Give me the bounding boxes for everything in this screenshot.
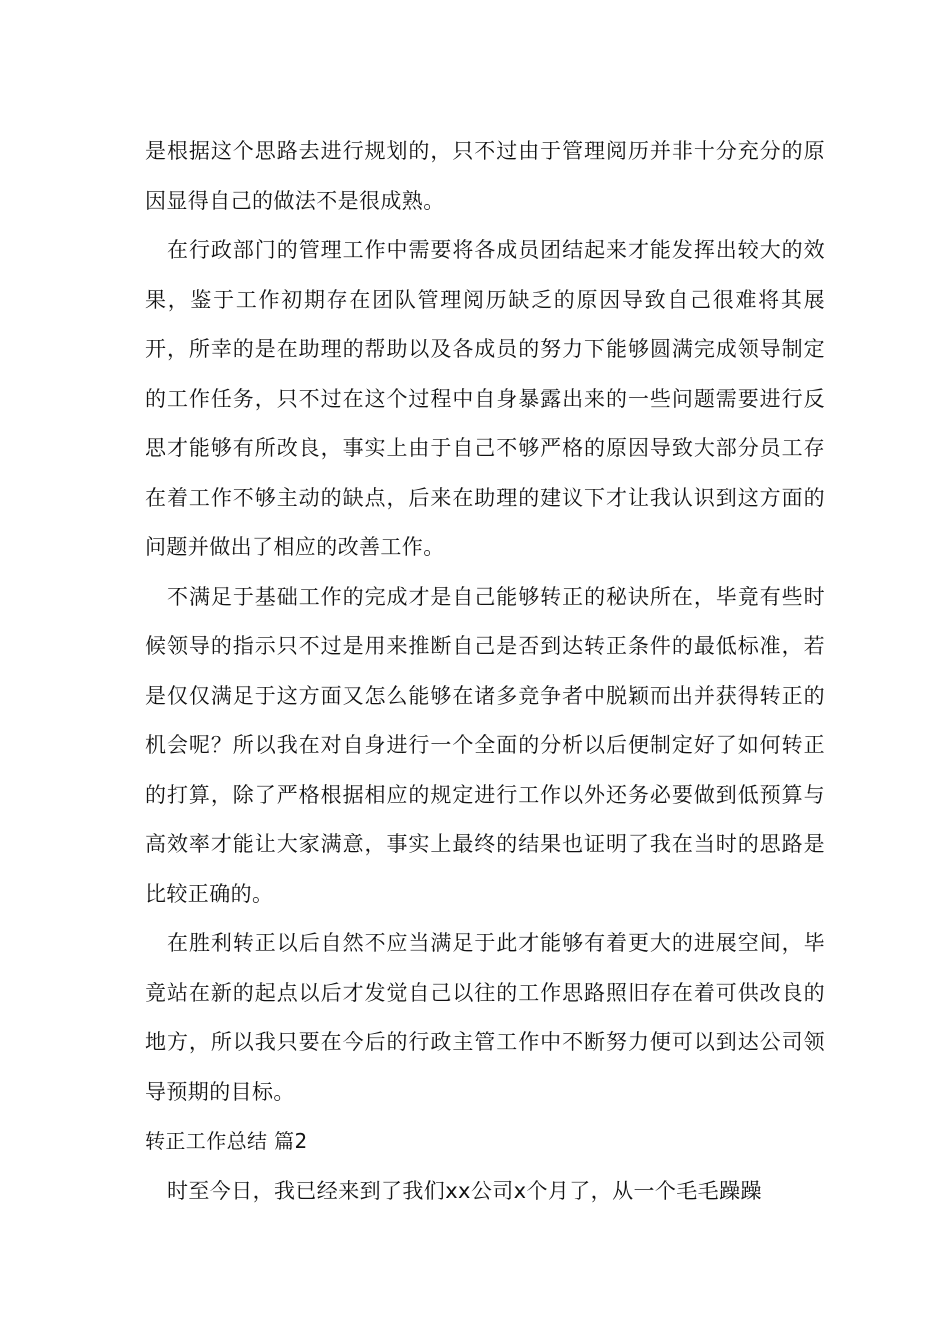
paragraph-5: 时至今日，我已经来到了我们xx公司x个月了，从一个毛毛躁躁 [167, 1178, 762, 1203]
paragraph-2: 在行政部门的管理工作中需要将各成员团结起来才能发挥出较大的效果，鉴于工作初期存在团队管理阅历缺乏的原因导致自己很难将其展开，所幸的是在助理的帮助以及各成员的努力下能够圆满完成领导制定的工作任务，只不过在这个过程中自身暴露出来的一些问题需要进行反思才能够有所改良，事实上由于自己不够严格的原因导致大部分员工存在着工作不够主动的缺点，后来在助理的建议下才让我认识到这方面的问题并做出了相应的改善工作。 [145, 238, 825, 559]
paragraph-3: 不满足于基础工作的完成才是自己能够转正的秘诀所在，毕竟有些时候领导的指示只不过是用来推断自己是否到达转正条件的最低标准，若是仅仅满足于这方面又怎么能够在诸多竞争者中脱颖而出并获得转正的机会呢？所以我在对自身进行一个全面的分析以后便制定好了如何转正的打算，除了严格根据相应的规定进行工作以外还务必要做到低预算与高效率才能让大家满意，事实上最终的结果也证明了我在当时的思路是比较正确的。 [145, 584, 825, 906]
section-heading: 转正工作总结 篇2 [145, 1129, 308, 1153]
paragraph-4: 在胜利转正以后自然不应当满足于此才能够有着更大的进展空间，毕竟站在新的起点以后才发觉自己以往的工作思路照旧存在着可供改良的地方，所以我只要在今后的行政主管工作中不断努力便可以到达公司领导预期的目标。 [145, 931, 825, 1104]
document-body [145, 127, 825, 1216]
paragraph-1: 是根据这个思路去进行规划的，只不过由于管理阅历并非十分充分的原因显得自己的做法不是很成熟。 [145, 139, 825, 213]
